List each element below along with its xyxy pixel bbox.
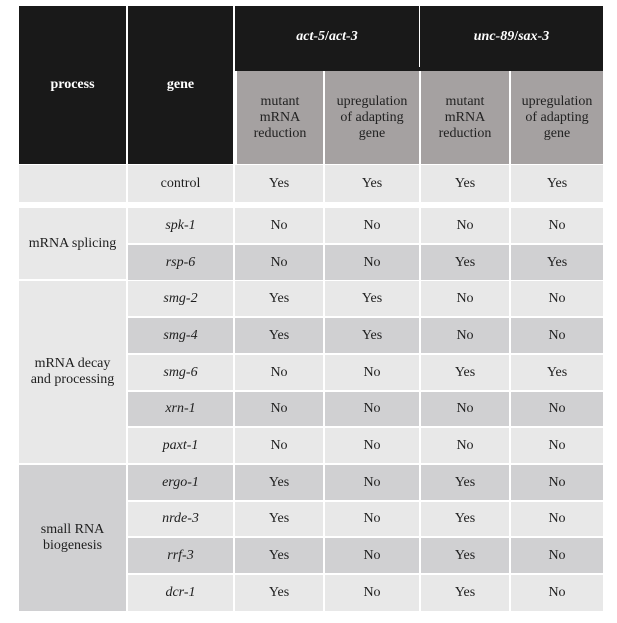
value-cell-2-2: Yes — [421, 245, 509, 280]
subheader-col-3-line1: mutant — [445, 93, 485, 109]
gene-cell-0: control — [128, 165, 233, 202]
value-cell-1-3: No — [511, 208, 603, 243]
value-cell-7-3: No — [511, 428, 603, 463]
process-cell-mrna-splicing — [19, 208, 126, 279]
group-header-act — [235, 6, 419, 67]
process-cell-mrna-decay-line2: and processing — [30, 372, 115, 387]
subheader-col-3-line2: mRNA — [444, 109, 486, 125]
value-cell-2-3: Yes — [511, 245, 603, 280]
value-cell-0-3: Yes — [511, 165, 603, 202]
subheader-col-3 — [421, 71, 509, 164]
value-cell-11-3: No — [511, 575, 603, 611]
value-cell-11-1: No — [325, 575, 419, 611]
gene-cell-2: rsp-6 — [128, 245, 233, 280]
subheader-col-4-line3: gene — [543, 125, 571, 141]
process-header — [19, 6, 126, 164]
group-header-unc-a: unc-89 — [473, 28, 515, 44]
value-cell-10-2: Yes — [421, 538, 509, 573]
value-cell-11-0: Yes — [235, 575, 323, 611]
value-cell-8-3: No — [511, 465, 603, 500]
value-cell-4-1: Yes — [325, 318, 419, 353]
process-cell-mrna-decay-line1: mRNA decay — [34, 356, 111, 371]
value-cell-6-3: No — [511, 392, 603, 426]
process-cell-small-rna-line1: small RNA — [40, 522, 105, 537]
group-header-act-sep: / — [325, 28, 329, 44]
value-cell-8-1: No — [325, 465, 419, 500]
value-cell-1-2: No — [421, 208, 509, 243]
group-header-act-a: act-5 — [296, 28, 326, 44]
value-cell-8-0: Yes — [235, 465, 323, 500]
value-cell-6-1: No — [325, 392, 419, 426]
subheader-col-1-line2: mRNA — [259, 109, 301, 125]
gene-cell-6: xrn-1 — [128, 392, 233, 426]
process-cell-control — [19, 165, 126, 202]
gene-header — [128, 6, 233, 164]
value-cell-9-1: No — [325, 502, 419, 536]
gene-header-label: gene — [166, 77, 195, 92]
value-cell-3-1: Yes — [325, 281, 419, 316]
value-cell-4-2: No — [421, 318, 509, 353]
gene-cell-4: smg-4 — [128, 318, 233, 353]
value-cell-2-0: No — [235, 245, 323, 280]
subheader-col-1-line3: reduction — [253, 125, 307, 141]
gene-cell-3: smg-2 — [128, 281, 233, 316]
value-cell-6-2: No — [421, 392, 509, 426]
value-cell-7-2: No — [421, 428, 509, 463]
process-cell-mrna-splicing-label: mRNA splicing — [28, 235, 117, 251]
value-cell-3-2: No — [421, 281, 509, 316]
value-cell-4-0: Yes — [235, 318, 323, 353]
value-cell-10-3: No — [511, 538, 603, 573]
process-header-label: process — [50, 77, 95, 92]
value-cell-0-1: Yes — [325, 165, 419, 202]
value-cell-4-3: No — [511, 318, 603, 353]
subheader-col-4-line2: of adapting — [525, 109, 589, 125]
subheader-col-1 — [237, 71, 323, 164]
gene-cell-1: spk-1 — [128, 208, 233, 243]
value-cell-8-2: Yes — [421, 465, 509, 500]
process-cell-small-rna-line2: biogenesis — [42, 538, 103, 553]
gene-cell-5: smg-6 — [128, 355, 233, 390]
value-cell-6-0: No — [235, 392, 323, 426]
value-cell-3-3: No — [511, 281, 603, 316]
subheader-col-2-line3: gene — [358, 125, 386, 141]
value-cell-5-0: No — [235, 355, 323, 390]
value-cell-10-1: No — [325, 538, 419, 573]
group-header-act-b: act-3 — [328, 28, 358, 44]
value-cell-9-0: Yes — [235, 502, 323, 536]
value-cell-1-1: No — [325, 208, 419, 243]
group-header-unc-sep: / — [514, 28, 519, 44]
value-cell-0-0: Yes — [235, 165, 323, 202]
value-cell-9-2: Yes — [421, 502, 509, 536]
gene-cell-7: paxt-1 — [128, 428, 233, 463]
gene-cell-8: ergo-1 — [128, 465, 233, 500]
value-cell-10-0: Yes — [235, 538, 323, 573]
value-cell-2-1: No — [325, 245, 419, 280]
group-header-unc — [420, 6, 603, 67]
value-cell-5-2: Yes — [421, 355, 509, 390]
gene-cell-11: dcr-1 — [128, 575, 233, 611]
subheader-col-4 — [511, 71, 603, 164]
subheader-col-2 — [325, 71, 419, 164]
subheader-col-4-line1: upregulation — [521, 93, 593, 109]
value-cell-1-0: No — [235, 208, 323, 243]
value-cell-7-0: No — [235, 428, 323, 463]
group-header-unc-b: sax-3 — [518, 28, 550, 44]
process-cell-small-rna — [19, 465, 126, 611]
gene-cell-10: rrf-3 — [128, 538, 233, 573]
value-cell-3-0: Yes — [235, 281, 323, 316]
subheader-col-2-line1: upregulation — [336, 93, 408, 109]
subheader-col-3-line3: reduction — [438, 125, 492, 141]
value-cell-0-2: Yes — [421, 165, 509, 202]
subheader-col-1-line1: mutant — [260, 93, 300, 109]
gene-cell-9: nrde-3 — [128, 502, 233, 536]
subheader-col-2-line2: of adapting — [340, 109, 404, 125]
value-cell-5-1: No — [325, 355, 419, 390]
value-cell-5-3: Yes — [511, 355, 603, 390]
value-cell-9-3: No — [511, 502, 603, 536]
process-cell-mrna-decay — [19, 281, 126, 463]
value-cell-11-2: Yes — [421, 575, 509, 611]
value-cell-7-1: No — [325, 428, 419, 463]
